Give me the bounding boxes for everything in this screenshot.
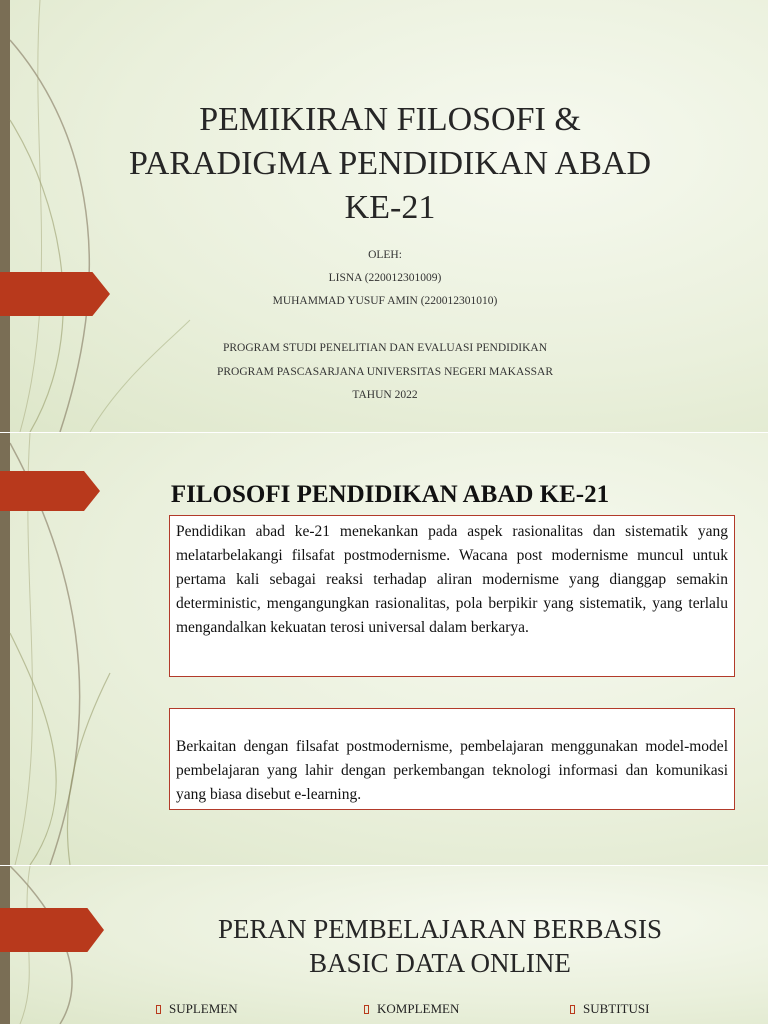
slide-1 <box>0 0 768 432</box>
author-2: MUHAMMAD YUSUF AMIN (220012301010) <box>272 295 498 307</box>
presentation-title <box>100 98 680 230</box>
bullet-marker-icon <box>364 1005 369 1014</box>
text-box-1 <box>169 515 735 677</box>
bullet-marker-icon <box>570 1005 575 1014</box>
program-line-2: PROGRAM PASCASARJANA UNIVERSITAS NEGERI MAKASSAR <box>216 366 554 378</box>
year-label: TAHUN 2022 <box>352 389 418 401</box>
title-line-1: PEMIKIRAN FILOSOFI & <box>199 101 581 138</box>
accent-arrow <box>0 272 110 316</box>
text-box-2 <box>169 708 735 810</box>
section-title <box>160 912 720 980</box>
title-line-2: PARADIGMA PENDIDIKAN ABAD <box>128 145 652 182</box>
bullet-item <box>364 1001 459 1017</box>
accent-arrow <box>0 471 100 511</box>
author-1: LISNA (220012301009) <box>328 272 442 284</box>
bullet-label: KOMPLEMEN <box>377 1001 460 1016</box>
section-title: FILOSOFI PENDIDIKAN ABAD KE-21 <box>170 481 610 508</box>
bullet-item <box>570 1001 649 1017</box>
bullet-label: SUBTITUSI <box>583 1001 650 1016</box>
title-line-1: PERAN PEMBELAJARAN BERBASIS <box>217 914 663 944</box>
sidebar-stripe <box>0 0 10 432</box>
title-line-3: KE-21 <box>344 189 436 226</box>
slide-2 <box>0 433 768 865</box>
slide-3 <box>0 866 768 1024</box>
paragraph-1: Pendidikan abad ke-21 menekankan pada aspek rasionalitas dan sistematik yang melatarbelakangi filsafat postmodernisme. Wacana post modernisme muncul untuk pertama kali sebagai reaksi terhadap aliran modernisme yang dianggap semakin deterministic, mengangungkan rasionalitas, pola berpikir yang sistematik, yang terlalu mengandalkan kekuatan terosi universal dalam berkarya. <box>176 523 728 636</box>
bullet-label: SUPLEMEN <box>169 1001 238 1016</box>
title-line-2: BASIC DATA ONLINE <box>309 948 571 978</box>
bullet-item <box>156 1001 238 1017</box>
bullet-marker-icon <box>156 1005 161 1014</box>
accent-arrow <box>0 908 104 952</box>
paragraph-2: Berkaitan dengan filsafat postmodernisme, pembelajaran menggunakan model-model pembelajaran yang lahir dengan perkembangan teknologi informasi dan komunikasi yang biasa disebut e-learning. <box>176 738 728 803</box>
program-line-1: PROGRAM STUDI PENELITIAN DAN EVALUASI PENDIDIKAN <box>222 342 548 354</box>
by-label: OLEH: <box>368 249 402 261</box>
